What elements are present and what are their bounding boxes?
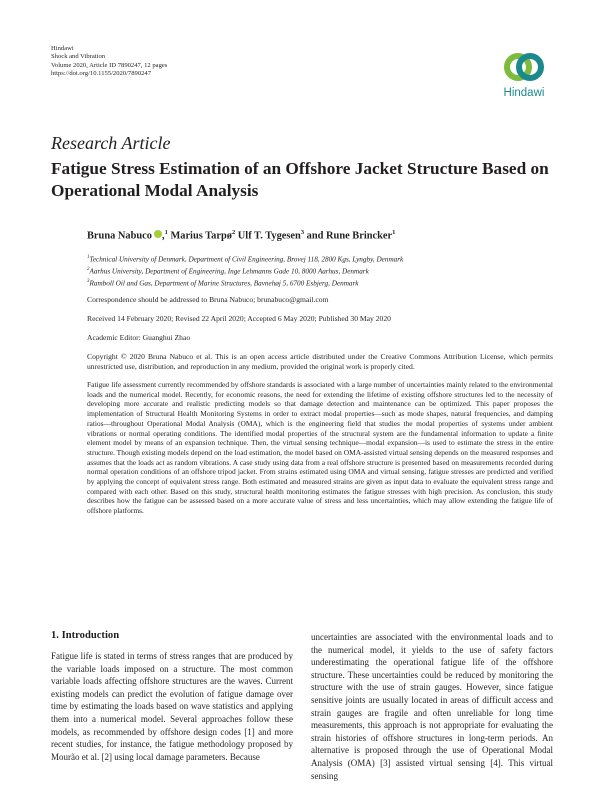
copyright-notice: Copyright © 2020 Bruna Nabuco et al. This is an open access article distributed under the Creative Commons Attribution License, which permits unrestricted use, distribution, and reproduction in any medium, provided the original work is properly cited. xyxy=(87,352,553,371)
orcid-icon[interactable] xyxy=(154,230,162,238)
affiliation-line xyxy=(87,265,553,277)
volume-info: Volume 2020, Article ID 7890247, 12 pages xyxy=(51,61,168,69)
body-column-left: Fatigue life is stated in terms of stress ranges that are produced by the variable loads imposed on a structure. The most common variable loads affecting offshore structures are the waves. Current existing models can predict the evolution of fatigue damage over time by estimating the loads based on wave statistics and applying them into a numerical model. Several approaches follow these models, as recommended by offshore design codes [1] and more recent studies, for instance, the fatigue methodology proposed by Mourão et al. [2] using local damage parameters. Because xyxy=(51,651,293,762)
publisher-name: Hindawi xyxy=(51,45,74,52)
affiliation-marker: 2 xyxy=(87,266,90,272)
affiliation-line xyxy=(87,277,553,289)
affiliation-text: Aarhus University, Department of Engineering, Inge Lehmanns Gade 10, 8000 Aarhus, Denmark xyxy=(89,267,369,276)
author-affiliation-marker: 3 xyxy=(300,229,305,236)
hindawi-logo xyxy=(497,48,551,99)
affiliation-text: Ramboll Oil and Gas, Department of Marine Structures, Bavnehøj 5, 6700 Esbjerg, Denmark xyxy=(89,279,359,288)
hindawi-logo-icon xyxy=(502,48,546,86)
abstract: Fatigue life assessment currently recommended by offshore standards is associated with a large number of uncertainties mainly related to the environmental loads and the numerical model. Recently, for economic reasons, the need for extending the lifetime of existing offshore structures led to the necessity of developing more accurate and realistic predicting models so that damage detection and maintenance can be optimized. This paper proposes the implementation of Structural Health Monitoring Systems in order to extract modal properties—such as mode shapes, natural frequencies, and damping ratios—throughout Operational Modal Analysis (OMA), which is the engineering field that studies the modal properties of systems under ambient vibrations or normal operating conditions. The identified modal properties of the structural system are the fundamental information to update a finite element model by means of an expansion technique. Then, the virtual sensing technique—modal expansion—is used to estimate the stress in the entire structure. Though existing models depend on the load estimation, the model based on OMA-assisted virtual sensing depends on the measured responses and assumes that the loads act as random vibrations. A case study using data from a real offshore structure is presented based on measurements recorded during normal operation conditions of an offshore tripod jacket. From strains estimated using OMA and virtual sensing, fatigue stresses are predicted and verified by applying the concept of equivalent stress range. Both estimated and measured strains are given as input data to evaluate the equivalent stress range and compared with each other. Based on this study, structural health monitoring estimates the fatigue stresses with high precision. As conclusion, this study describes how the fatigue can be assessed based on a more accurate value of stress and less uncertainties, which may allow extending the fatigue life of offshore platforms. xyxy=(87,380,553,516)
affiliation-line xyxy=(87,253,553,265)
doi-link[interactable]: https://doi.org/10.1155/2020/7890247 xyxy=(51,70,152,78)
logo-wordmark: Hindawi xyxy=(503,87,545,99)
affiliations xyxy=(87,253,553,289)
author-affiliation-marker: 1 xyxy=(392,229,396,236)
author-name: Bruna Nabuco xyxy=(87,230,152,242)
author-affiliation-marker: 1 xyxy=(164,229,168,236)
author-name: Rune Brincker xyxy=(326,230,393,242)
academic-editor: Academic Editor: Guanghui Zhao xyxy=(87,333,191,342)
affiliation-text: Technical University of Denmark, Department of Civil Engineering, Brovej 118, 2800 Kgs, Lyngby, Denmark xyxy=(89,255,404,264)
correspondence: Correspondence should be addressed to Bruna Nabuco; brunabuco@gmail.com xyxy=(87,295,329,304)
author-list: Bruna Nabuco ,$^1$ Marius Tarpø$^2$ Ulf T. Tygesen$^3$ and Rune Brincker$^1$ xyxy=(87,229,396,242)
author-name: Marius Tarpø xyxy=(170,230,232,242)
journal-name: Shock and Vibration xyxy=(51,53,106,61)
author-name: Ulf T. Tygesen xyxy=(237,230,301,242)
body-column-right: uncertainties are associated with the environmental loads and to the numerical model, it yields to the use of safety factors underestimating the operational fatigue life of the offshore structure. These uncertainties could be reduced by monitoring the structure with the use of strain gauges. However, since fatigue sensitive joints are usually located in areas of difficult access and strain gauges are fragile and often unreliable for long time measurements, this approach is not appropriate for evaluating the strain histories of offshore structures in long-term periods. An alternative is proposed through the use of Operational Modal Analysis (OMA) [3] assisted virtual sensing [4]. This virtual sensing xyxy=(311,632,553,781)
article-title: Fatigue Stress Estimation of an Offshore Jacket Structure Based on Operational Modal Analysis xyxy=(51,159,549,200)
affiliation-marker: 3 xyxy=(87,278,90,284)
publication-dates: Received 14 February 2020; Revised 22 April 2020; Accepted 6 May 2020; Published 30 May 2020 xyxy=(87,314,391,323)
section-heading: 1. Introduction xyxy=(51,630,120,641)
journal-meta xyxy=(51,45,167,79)
author-affiliation-marker: 2 xyxy=(231,229,236,236)
article-kind: Research Article xyxy=(51,133,171,153)
affiliation-marker: 1 xyxy=(87,255,90,260)
